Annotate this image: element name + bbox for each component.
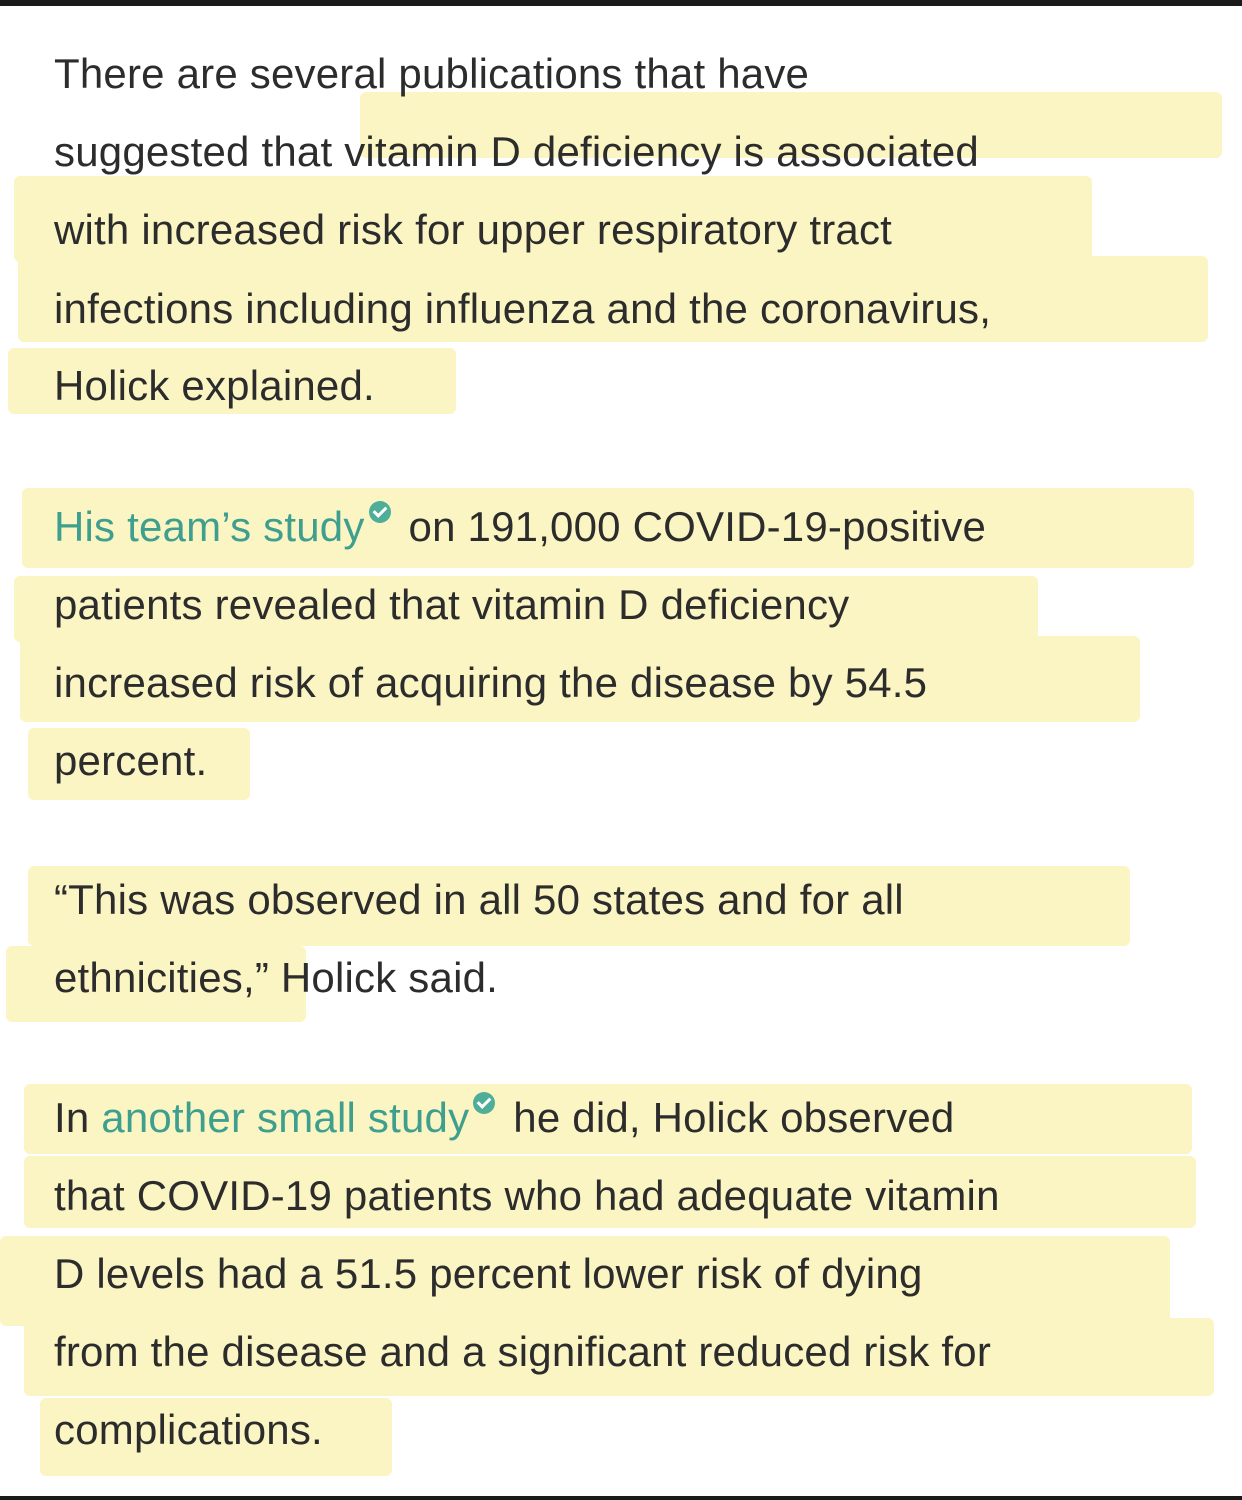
paragraph2-line2: patients revealed that vitamin D deficiency	[54, 581, 850, 628]
paragraph3-line1: “This was observed in all 50 states and for all	[54, 876, 904, 923]
another-study-link[interactable]: another small study	[101, 1094, 470, 1141]
bottom-border	[0, 1496, 1242, 1500]
check-circle-icon	[369, 501, 391, 523]
paragraph2-line4: percent.	[54, 737, 208, 784]
paragraph1-line3: with increased risk for upper respiratory tract	[54, 206, 893, 253]
paragraph2-line3: increased risk of acquiring the disease by 54.5	[54, 659, 928, 706]
paragraph4-line1-start: In	[54, 1094, 102, 1141]
team-study-link[interactable]: His team’s study	[54, 503, 365, 550]
paragraph1-line5: Holick explained.	[54, 362, 375, 409]
paragraph4-line5: complications.	[54, 1406, 323, 1453]
paragraph2-line1	[54, 497, 986, 557]
paragraph4-line2: that COVID-19 patients who had adequate vitamin	[54, 1172, 1000, 1219]
paragraph3-line2: ethnicities,” Holick said.	[54, 954, 499, 1001]
paragraph1-line2: suggested that vitamin D deficiency is associated	[54, 128, 979, 175]
paragraph4-line4: from the disease and a significant reduced risk for	[54, 1328, 992, 1375]
paragraph4-line1	[54, 1088, 954, 1148]
paragraph4-line3: D levels had a 51.5 percent lower risk of dying	[54, 1250, 923, 1297]
check-circle-icon	[473, 1092, 495, 1114]
paragraph2-line1-text: on 191,000 COVID-19-positive	[408, 503, 987, 550]
paragraph4-line1-text: he did, Holick observed	[513, 1094, 955, 1141]
paragraph1-line4: infections including influenza and the coronavirus,	[54, 285, 992, 332]
paragraph1-line1: There are several publications that have	[54, 50, 810, 97]
